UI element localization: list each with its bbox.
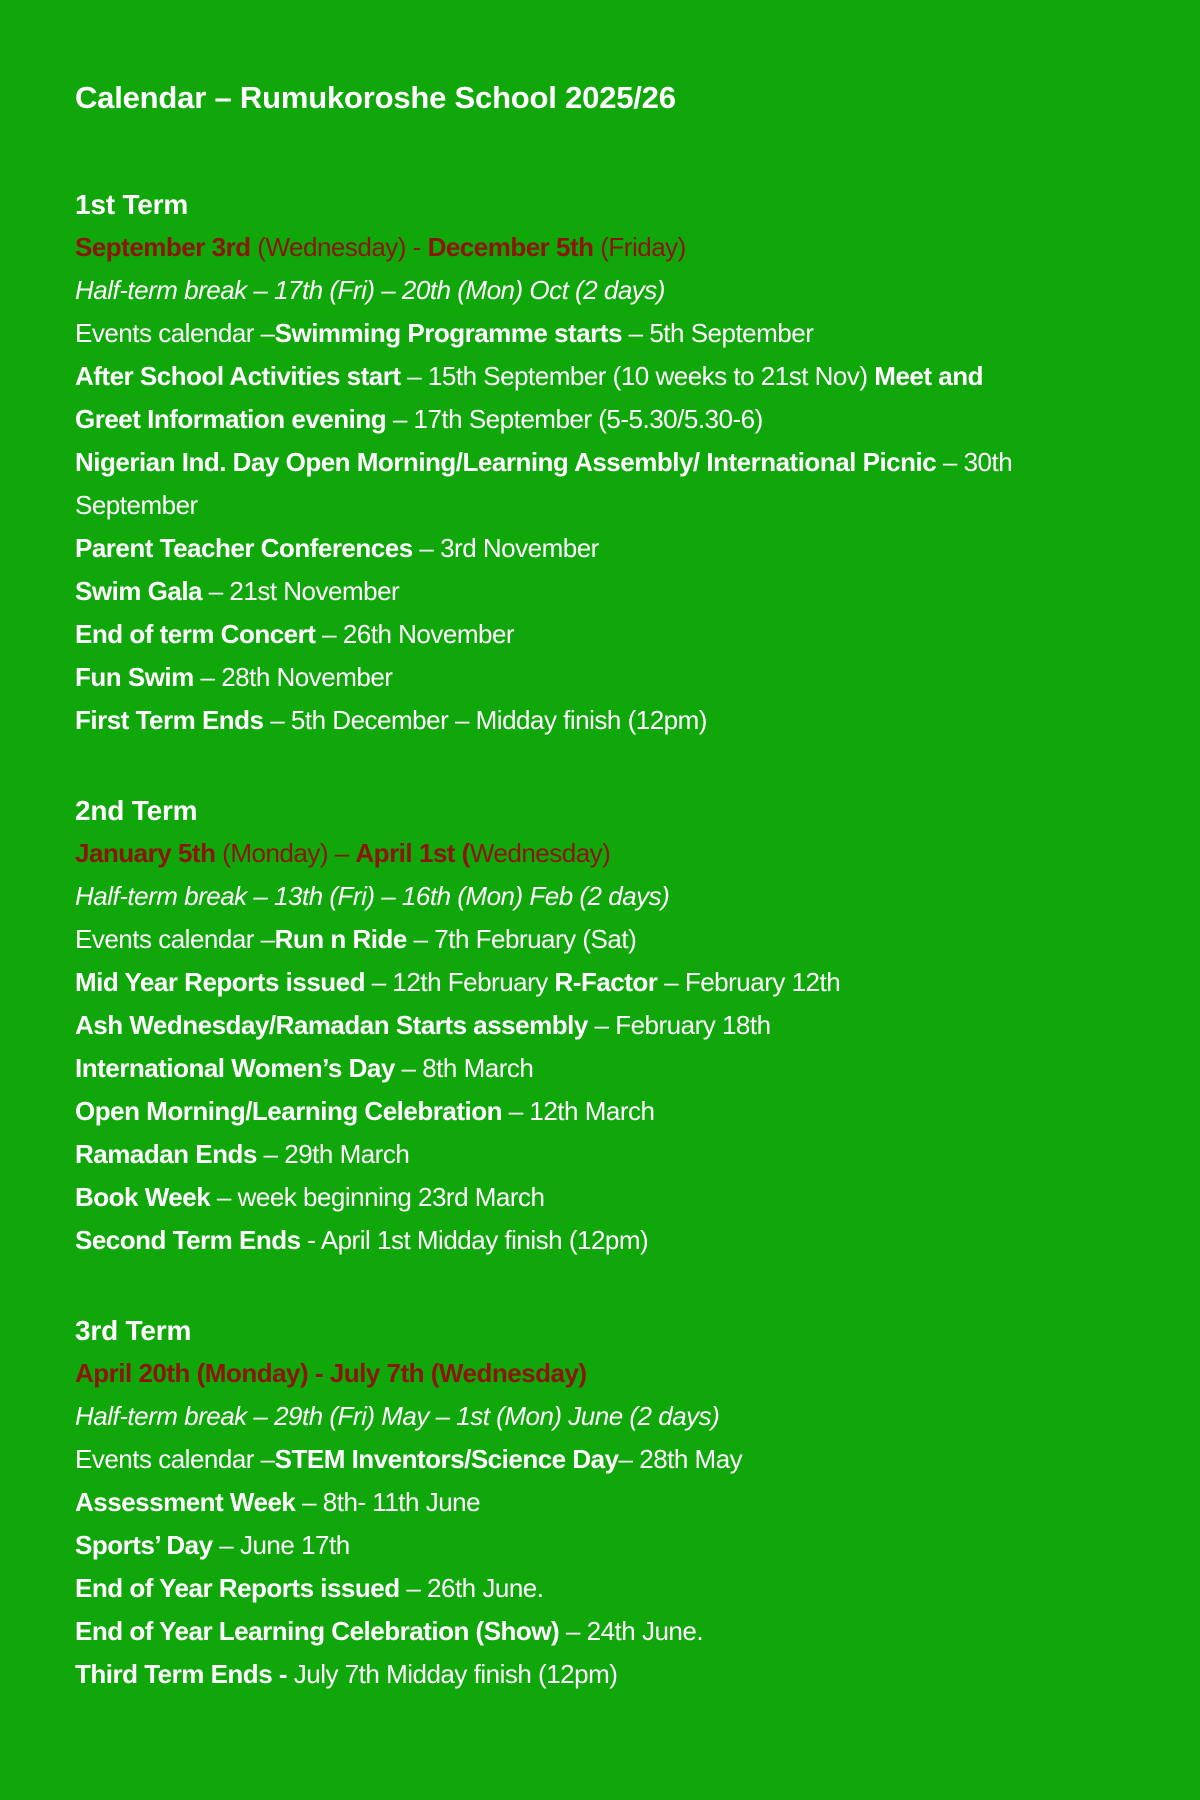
event-name: End of term Concert <box>75 619 316 649</box>
event-line <box>75 441 1025 527</box>
term-section-3 <box>75 1309 1125 1696</box>
half-term-break-line: Half-term break – 29th (Fri) May – 1st (Mon) June (2 days) <box>75 1401 720 1431</box>
term-section-2 <box>75 789 1125 1262</box>
terms-container <box>75 183 1125 1696</box>
event-name: Book Week <box>75 1182 211 1212</box>
event-detail: – 5th September <box>621 318 814 348</box>
event-detail: – February 12th <box>657 967 841 997</box>
event-line <box>75 961 1025 1004</box>
event-line <box>75 613 1025 656</box>
event-detail: Events calendar – <box>75 1444 275 1474</box>
event-detail: Events calendar – <box>75 924 275 954</box>
event-name: Assessment Week <box>75 1487 296 1517</box>
term-date: December 5th <box>427 232 594 262</box>
event-name: Swim Gala <box>75 576 202 606</box>
event-detail: – 29th March <box>256 1139 410 1169</box>
event-detail: – week beginning 23rd March <box>210 1182 545 1212</box>
event-name: After School Activities start <box>75 361 401 391</box>
event-name: Nigerian Ind. Day Open Morning/Learning Assembly/ International Picnic <box>75 447 937 477</box>
term-heading: 2nd Term <box>75 795 198 826</box>
event-detail: – 8th- 11th June <box>295 1487 481 1517</box>
event-line <box>75 1524 1025 1567</box>
event-name: End of Year Learning Celebration (Show) <box>75 1616 560 1646</box>
term-heading: 1st Term <box>75 189 189 220</box>
term-date: April 1st ( <box>355 838 470 868</box>
event-line <box>75 1610 1025 1653</box>
term-date: April 20th (Monday) - July 7th (Wednesday) <box>75 1358 587 1388</box>
event-detail: Events calendar – <box>75 318 275 348</box>
event-line <box>75 699 1025 742</box>
term-date-range <box>75 832 1025 875</box>
event-name: International Women’s Day <box>75 1053 395 1083</box>
term-date-range <box>75 1352 1025 1395</box>
event-line <box>75 570 1025 613</box>
event-detail: – 24th June. <box>559 1616 704 1646</box>
term-heading: 3rd Term <box>75 1315 192 1346</box>
term-date-detail: Wednesday) <box>469 838 611 868</box>
event-name: Run n Ride <box>274 924 407 954</box>
event-line <box>75 1176 1025 1219</box>
event-detail: – 12th March <box>501 1096 655 1126</box>
event-detail: – 26th November <box>315 619 515 649</box>
term-date-detail: (Friday) <box>593 232 686 262</box>
page-title: Calendar – Rumukoroshe School 2025/26 <box>75 80 676 115</box>
event-name: Meet and Greet Information evening <box>75 361 983 434</box>
event-detail: – 3rd November <box>412 533 599 563</box>
event-detail: – February 18th <box>587 1010 771 1040</box>
event-name: Ramadan Ends <box>75 1139 257 1169</box>
half-term-break-line: Half-term break – 13th (Fri) – 16th (Mon) Feb (2 days) <box>75 881 670 911</box>
event-line <box>75 1219 1025 1262</box>
event-name: Parent Teacher Conferences <box>75 533 413 563</box>
term-date-detail: (Wednesday) - <box>250 232 428 262</box>
event-detail: – 5th December – Midday finish (12pm) <box>263 705 707 735</box>
event-detail: – 12th February <box>365 967 555 997</box>
event-name: STEM Inventors/Science Day <box>274 1444 619 1474</box>
event-detail: July 7th Midday finish (12pm) <box>287 1659 618 1689</box>
event-name: Third Term Ends - <box>75 1659 288 1689</box>
term-date: January 5th <box>75 838 216 868</box>
event-line <box>75 1481 1025 1524</box>
event-name: Sports’ Day <box>75 1530 213 1560</box>
event-detail: – 7th February (Sat) <box>406 924 637 954</box>
event-detail: – 21st November <box>202 576 400 606</box>
event-name: Ash Wednesday/Ramadan Starts assembly <box>75 1010 588 1040</box>
event-line <box>75 1090 1025 1133</box>
event-line <box>75 312 1025 355</box>
event-line <box>75 1004 1025 1047</box>
event-name: Fun Swim <box>75 662 194 692</box>
half-term-break-line: Half-term break – 17th (Fri) – 20th (Mon) Oct (2 days) <box>75 275 665 305</box>
event-line <box>75 918 1025 961</box>
event-detail: – 30th September <box>75 447 1013 520</box>
term-date-range <box>75 226 1025 269</box>
term-date: September 3rd <box>75 232 251 262</box>
event-detail: – 8th March <box>394 1053 534 1083</box>
event-line <box>75 355 1025 441</box>
term-section-1 <box>75 183 1125 742</box>
event-name: First Term Ends <box>75 705 264 735</box>
event-line <box>75 656 1025 699</box>
event-name: Mid Year Reports issued <box>75 967 366 997</box>
event-detail: – 15th September (10 weeks to 21st Nov) <box>400 361 875 391</box>
event-line <box>75 527 1025 570</box>
event-line <box>75 1653 1025 1696</box>
event-detail: – 28th November <box>193 662 393 692</box>
event-detail: – 17th September (5-5.30/5.30-6) <box>386 404 763 434</box>
event-name: Open Morning/Learning Celebration <box>75 1096 502 1126</box>
event-name: Second Term Ends <box>75 1225 301 1255</box>
event-detail: – 28th May <box>618 1444 743 1474</box>
event-line <box>75 1133 1025 1176</box>
event-detail: – June 17th <box>212 1530 350 1560</box>
event-detail: - April 1st Midday finish (12pm) <box>300 1225 649 1255</box>
event-detail: – 26th June. <box>399 1573 544 1603</box>
event-line <box>75 1567 1025 1610</box>
term-date-detail: (Monday) – <box>215 838 356 868</box>
event-line <box>75 1438 1025 1481</box>
event-name: Swimming Programme starts <box>274 318 622 348</box>
event-line <box>75 1047 1025 1090</box>
event-name: End of Year Reports issued <box>75 1573 400 1603</box>
event-name: R-Factor <box>554 967 658 997</box>
